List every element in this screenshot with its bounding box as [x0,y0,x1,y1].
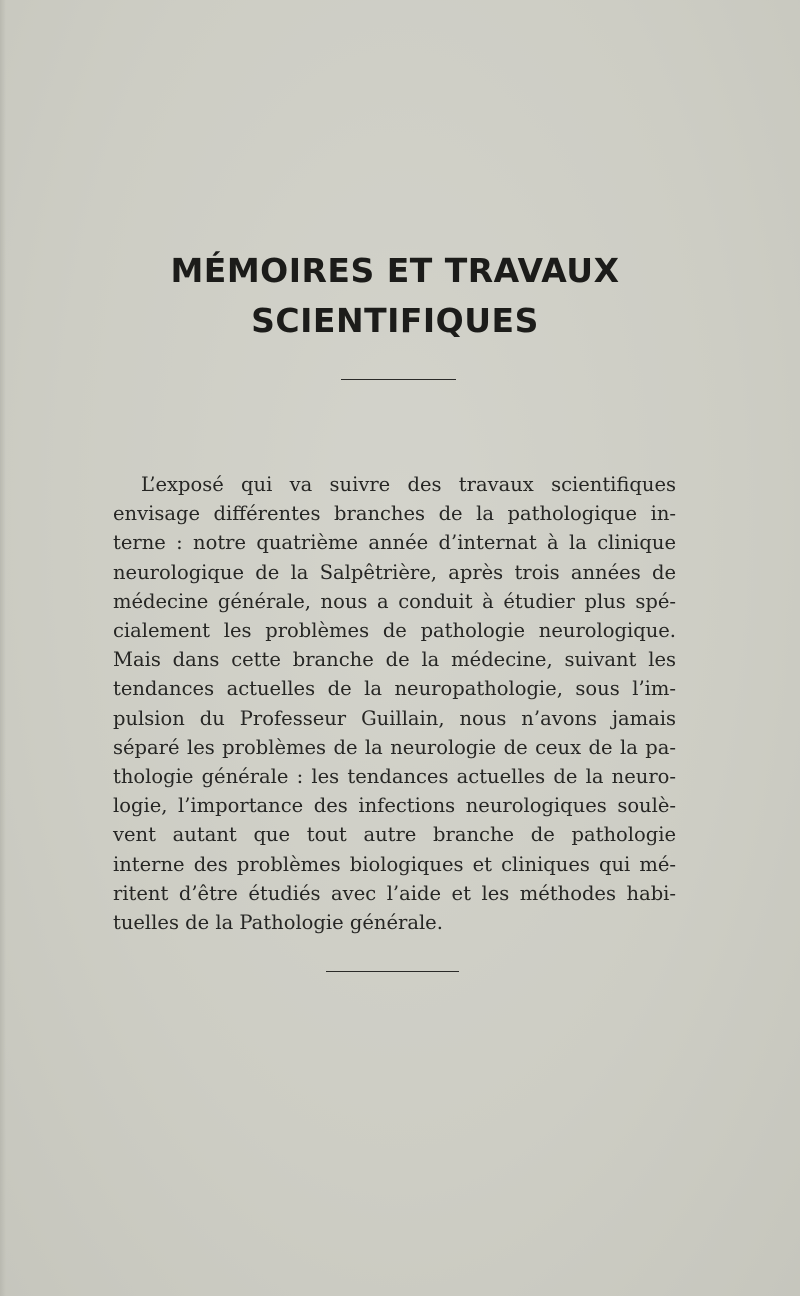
paragraph-line: cialement les problèmes de pathologie neurologique. [113,619,676,643]
paragraph-line: pulsion du Professeur Guillain, nous n’avons jamais [113,706,676,730]
paragraph-line: L’exposé qui va suivre des travaux scientifiques [141,473,676,496]
body-paragraph [113,470,676,937]
page-edge-shadow [0,0,6,1296]
paragraph-line: tendances actuelles de la neuropathologie, sous l’im- [113,677,676,701]
end-divider [326,971,459,972]
title-line-1: MÉMOIRES ET TRAVAUX [170,251,620,290]
paragraph-line: logie, l’importance des infections neurologiques soulè- [113,794,676,818]
title-divider [341,379,456,380]
page-title [0,246,790,346]
paragraph-line: terne : notre quatrième année d’internat à la clinique [113,531,676,555]
paragraph-line: neurologique de la Salpêtrière, après trois années de [113,560,676,584]
paragraph-line: thologie générale : les tendances actuelles de la neuro- [113,765,676,789]
paragraph-line: envisage différentes branches de la pathologique in- [113,502,676,526]
paragraph-line: vent autant que tout autre branche de pathologie [113,823,676,847]
paragraph-line: médecine générale, nous a conduit à étudier plus spé- [113,589,676,613]
paragraph-line: séparé les problèmes de la neurologie de ceux de la pa- [113,735,676,759]
paragraph-line: ritent d’être étudiés avec l’aide et les méthodes habi- [113,881,676,905]
title-line-2: SCIENTIFIQUES [251,301,539,340]
paragraph-line: Mais dans cette branche de la médecine, suivant les [113,648,676,672]
paragraph-line: interne des problèmes biologiques et cliniques qui mé- [113,852,676,876]
paragraph-line: tuelles de la Pathologie générale. [113,911,443,935]
